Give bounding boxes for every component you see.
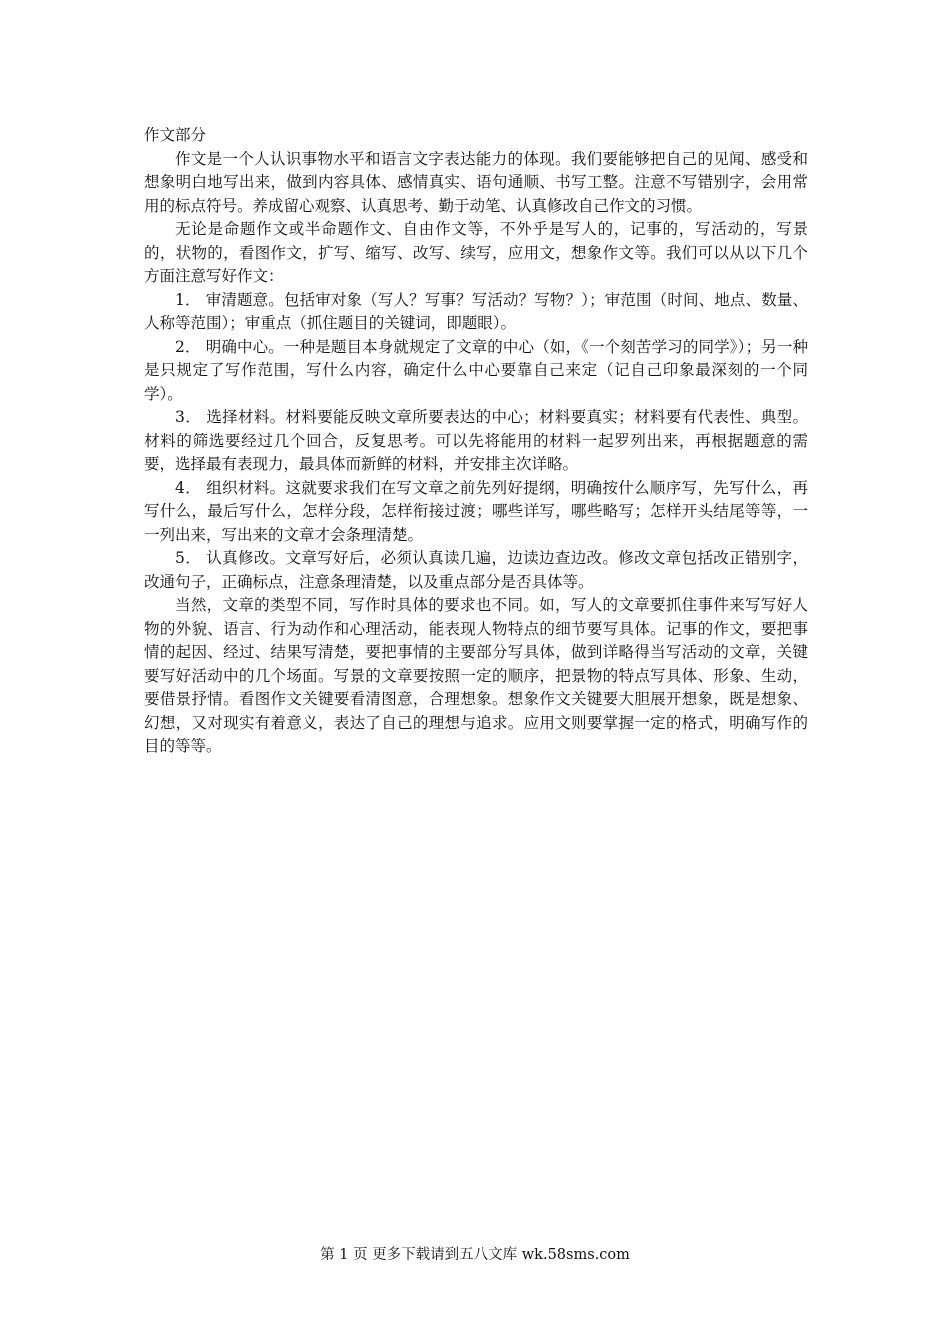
section-heading: 作文部分 bbox=[144, 126, 207, 144]
step-1-paragraph: 1． 审清题意。包括审对象（写人？写事？写活动？写物？）；审范围（时间、地点、数量、人称等范围）；审重点（抓住题目的关键词，即题眼）。 bbox=[144, 290, 808, 332]
step-5-paragraph: 5． 认真修改。文章写好后，必须认真读几遍，边读边查边改。修改文章包括改正错别字，改通句子，正确标点，注意条理清楚，以及重点部分是否具体等。 bbox=[144, 549, 808, 591]
document-body bbox=[144, 124, 808, 759]
conclusion-paragraph: 当然，文章的类型不同，写作时具体的要求也不同。如，写人的文章要抓住事件来写写好人物的外貌、语言、行为动作和心理活动，能表现人物特点的细节要写具体。记事的作文，要把事情的起因、经过、结果写清楚，要把事情的主要部分写具体，做到详略得当写活动的文章，关键要写好活动中的几个场面。写景的文章要按照一定的顺序，把景物的特点写具体、形象、生动，要借景抒情。看图作文关键要看清图意，合理想象。想象作文关键要大胆展开想象，既是想象、幻想，又对现实有着意义，表达了自己的理想与追求。应用文则要掌握一定的格式，明确写作的目的等等。 bbox=[144, 596, 808, 755]
step-2-paragraph: 2． 明确中心。一种是题目本身就规定了文章的中心（如，《一个刻苦学习的同学》）；另一种是只规定了写作范围，写什么内容，确定什么中心要靠自己来定（记自己印象最深刻的一个同学）。 bbox=[144, 337, 808, 403]
intro-paragraph: 作文是一个人认识事物水平和语言文字表达能力的体现。我们要能够把自己的见闻、感受和想象明白地写出来，做到内容具体、感情真实、语句通顺、书写工整。注意不写错别字，会用常用的标点符号。养成留心观察、认真思考、勤于动笔、认真修改自己作文的习惯。 bbox=[144, 149, 808, 215]
step-4-paragraph: 4． 组织材料。这就要求我们在写文章之前先列好提纲，明确按什么顺序写，先写什么，再写什么，最后写什么，怎样分段，怎样衔接过渡；哪些详写，哪些略写；怎样开头结尾等等，一一列出来，写出来的文章才会条理清楚。 bbox=[144, 478, 808, 544]
genre-paragraph: 无论是命题作文或半命题作文、自由作文等，不外乎是写人的，记事的，写活动的，写景的，状物的，看图作文，扩写、缩写、改写、续写，应用文，想象作文等。我们可以从以下几个方面注意写好作文： bbox=[144, 220, 808, 285]
page-footer: 第 1 页 更多下载请到五八文库 wk.58sms.com bbox=[320, 1247, 630, 1263]
step-3-paragraph: 3． 选择材料。材料要能反映文章所要表达的中心；材料要真实；材料要有代表性、典型。材料的筛选要经过几个回合，反复思考。可以先将能用的材料一起罗列出来，再根据题意的需要，选择最有表现力，最具体而新鲜的材料，并安排主次详略。 bbox=[144, 408, 808, 473]
